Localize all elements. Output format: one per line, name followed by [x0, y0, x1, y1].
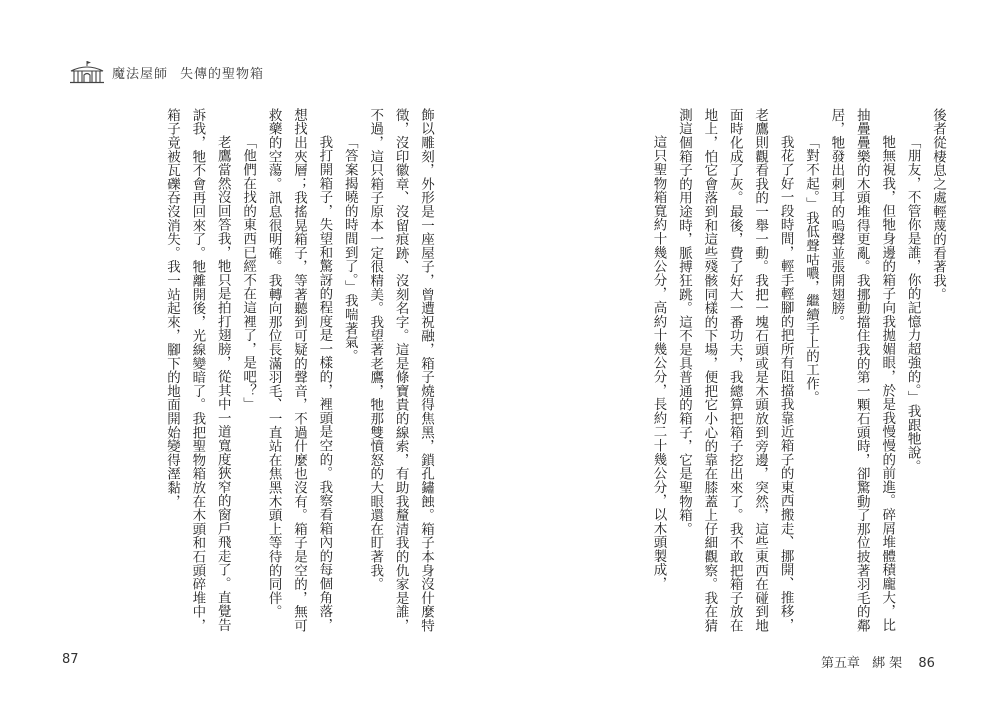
paragraph: 我打開箱子，失望和驚訝的程度是一樣的，裡頭是空的。我察看箱內的每個角落，想找出夾層；我搖晃箱子，等著聽到可疑的聲音，不過什麼也沒有。箱子是空的，無可救藥的空蕩。訊息很明確。我轉向那位長滿羽毛、一直站在焦黑木頭上等待的同伴。 [265, 108, 333, 633]
paragraph: 「對不起。」我低聲咕噥，繼續手上的工作。 [802, 135, 819, 405]
paragraph: 我花了好一段時間，輕手輕腳的把所有阻擋我靠近箱子的東西搬走、挪開、推移，老鷹則觀看我的一舉一動。我把一塊石頭或是木頭放到旁邊，突然，這些東西在碰到地面時化成了灰。最後，費了好大一番功夫，我總算把箱子挖出來了。我不敢把箱子放在地上，怕它會落到和這些殘骸同樣的下場，便把它小心的靠在膝蓋上仔細觀察。我在猜測這個箱子的用途時，脈搏狂跳。這不是具普通的箱子，它是聖物箱。 [675, 108, 794, 633]
paragraph: 老鷹當然沒回答我，牠只是拍打翅膀，從其中一道寬度狹窄的窗戶飛走了。直覺告訴我，牠不會再回來了。牠離開後，光線變暗了。我把聖物箱放在木頭和石頭碎堆中，箱子竟被瓦礫吞沒消失。我一站起來，腳下的地面開始變得溼黏， [163, 108, 231, 633]
series-name: 魔法屋師 [112, 66, 169, 82]
left-page-text [66, 108, 438, 638]
chapter-label: 第五章 [821, 656, 861, 671]
circus-tent-icon [68, 60, 106, 84]
paragraph: 這只聖物箱寬約十幾公分，高約十幾公分，長約二十幾公分，以木頭製成， [650, 135, 667, 591]
paragraph: 飾以雕刻，外形是一座屋子，曾遭祝融，箱子燒得焦黑，鎖孔鏽蝕。箱子本身沒什麼特徵，沒印徽章、沒留痕跡、沒刻名字。這是條寶貴的線索，有助我釐清我的仇家是誰，不過，這只箱子原本一定很精美。我望著老鷹，牠那雙憤怒的大眼還在盯著我。 [367, 108, 434, 633]
book-title: 失傳的聖物箱 [180, 66, 265, 82]
right-page-number: 86 [918, 656, 935, 671]
paragraph: 牠無視我，但牠身邊的箱子向我拋媚眼，於是我慢慢的前進。碎屑堆體積龐大，比抽疊疊樂的木頭堆得更亂。我挪動擋住我的第一顆石頭時，卻驚動了那位披著羽毛的鄰居，牠發出刺耳的嗚聲並張開翅膀。 [828, 108, 896, 633]
paragraph: 後者從棲息之處輕蔑的看著我。 [930, 108, 946, 302]
running-header [68, 60, 264, 84]
paragraph: 「他們在找的東西已經不在這裡了，是吧？」 [240, 135, 257, 411]
right-page-footer [813, 652, 935, 671]
chapter-name: 綁架 [872, 656, 907, 671]
left-page-number: 87 [62, 652, 79, 667]
paragraph: 「答案揭曉的時間到了。」我喘著氣。 [341, 135, 358, 363]
right-page-text [588, 108, 950, 638]
paragraph: 「朋友，不管你是誰，你的記憶力超強的。」我跟牠說。 [904, 135, 921, 474]
